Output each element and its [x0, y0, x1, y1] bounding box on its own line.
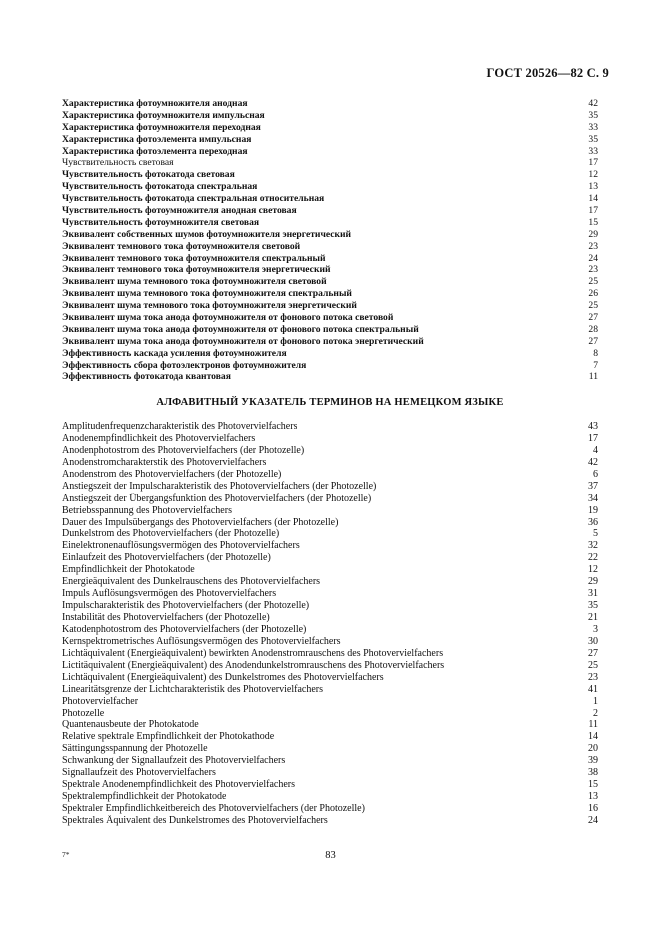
index-term: Dauer des Impulsübergangs des Photovervielfachers (der Photozelle): [62, 516, 339, 528]
index-page-ref: 14: [588, 731, 598, 743]
index-term: Dunkelstrom des Photovervielfachers (der Photozelle): [62, 528, 280, 540]
index-page-ref: 32: [588, 540, 598, 552]
index-entry: [62, 696, 598, 708]
index-page-ref: 23: [588, 240, 598, 252]
index-term: Katodenphotostrom des Photovervielfachers (der Photozelle): [62, 623, 307, 635]
index-entry: [62, 791, 598, 803]
index-term: Sättingungsspannung der Photozelle: [62, 743, 208, 755]
index-page-ref: 16: [588, 803, 598, 814]
index-entry: [62, 336, 598, 348]
index-term: Empfindlichkeit der Photokatode: [62, 564, 195, 576]
index-page-ref: 17: [588, 205, 598, 217]
index-entry: [62, 576, 598, 588]
index-entry: [62, 288, 598, 300]
index-entry: [62, 205, 598, 217]
index-entry: [62, 276, 598, 288]
index-page-ref: 36: [588, 516, 598, 528]
index-entry: [62, 98, 598, 110]
index-entry: [62, 421, 598, 433]
index-page-ref: 7: [593, 359, 598, 371]
index-entry: [62, 264, 598, 276]
index-page-ref: 31: [588, 588, 598, 600]
index-entry: [62, 708, 598, 720]
index-page-ref: 34: [588, 492, 598, 504]
index-term: Lictitäquivalent (Energieäquivalent) des Anodendunkelstromrauschens des Photovervielfachers: [62, 659, 445, 671]
index-page-ref: 2: [593, 707, 598, 719]
index-term: Signallaufzeit des Photovervielfachers: [62, 767, 216, 779]
index-entry: [62, 193, 598, 205]
index-term: Чувствительность фотокатода спектральная относительная: [62, 193, 325, 205]
index-term: Эквивалент шума темнового тока фотоумножителя энергетический: [62, 300, 357, 312]
index-page-ref: 20: [588, 743, 598, 755]
index-term: Anodenphotostrom des Photovervielfachers (der Photozelle): [62, 444, 305, 456]
index-term: Эквивалент темнового тока фотоумножителя световой: [62, 240, 301, 252]
index-term: Photovervielfacher: [62, 695, 139, 707]
index-page-ref: 17: [588, 157, 598, 169]
index-page-ref: 1: [593, 695, 598, 707]
index-page-ref: 41: [588, 683, 598, 695]
index-page-ref: 27: [588, 335, 598, 347]
index-term: Эквивалент шума темнового тока фотоумножителя световой: [62, 276, 327, 288]
index-page-ref: 27: [588, 647, 598, 659]
index-entry: [62, 505, 598, 517]
index-page-ref: 35: [588, 109, 598, 121]
index-term: Эффективность фотокатода квантовая: [62, 371, 231, 383]
index-term: Betriebsspannung des Photovervielfachers: [62, 504, 232, 516]
index-term: Relative spektrale Empfindlichkeit der Photokathode: [62, 731, 275, 743]
index-entry: [62, 348, 598, 360]
index-entry: [62, 564, 598, 576]
index-entry: [62, 588, 598, 600]
index-entry: [62, 457, 598, 469]
index-entry: [62, 493, 598, 505]
index-page-ref: 25: [588, 300, 598, 312]
index-page-ref: 28: [588, 323, 598, 335]
index-page-ref: 35: [588, 133, 598, 145]
index-page-ref: 4: [593, 444, 598, 456]
index-term: Quantenausbeute der Photokatode: [62, 719, 199, 731]
index-page-ref: 25: [588, 276, 598, 288]
index-page-ref: 30: [588, 635, 598, 647]
index-entry: [62, 600, 598, 612]
index-entry: [62, 528, 598, 540]
index-term: Spektralempfindlichkeit der Photokatode: [62, 791, 227, 803]
russian-term-index: [62, 98, 598, 383]
index-page-ref: 5: [593, 528, 598, 540]
index-page-ref: 24: [588, 252, 598, 264]
index-page-ref: 11: [588, 719, 598, 731]
index-entry: [62, 540, 598, 552]
index-term: Spektrale Anodenempfindlichkeit des Photovervielfachers: [62, 779, 295, 791]
index-entry: [62, 660, 598, 672]
german-index-title: АЛФАВИТНЫЙ УКАЗАТЕЛЬ ТЕРМИНОВ НА НЕМЕЦКОМ ЯЗЫКЕ: [156, 397, 504, 408]
index-page-ref: 13: [588, 791, 598, 803]
index-entry: [62, 517, 598, 529]
index-page-ref: 25: [588, 659, 598, 671]
index-term: Чувствительность фотокатода световая: [62, 169, 235, 181]
index-entry: [62, 672, 598, 684]
index-term: Spektraler Empfindlichkeitbereich des Photovervielfachers (der Photozelle): [62, 803, 365, 814]
index-term: Чувствительность световая: [62, 157, 174, 169]
index-page-ref: 19: [588, 504, 598, 516]
index-page-ref: 24: [588, 814, 598, 826]
index-term: Anodenempfindlichkeit des Photovervielfachers: [62, 432, 256, 444]
index-term: Photozelle: [62, 707, 105, 719]
index-term: Эффективность каскада усиления фотоумножителя: [62, 347, 287, 359]
index-entry: [62, 241, 598, 253]
index-entry: [62, 229, 598, 241]
index-entry: [62, 110, 598, 122]
index-term: Характеристика фотоумножителя импульсная: [62, 109, 265, 121]
index-term: Чувствительность фотокатода спектральная: [62, 181, 258, 193]
index-entry: [62, 169, 598, 181]
index-page-ref: 33: [588, 145, 598, 157]
index-entry: [62, 300, 598, 312]
index-entry: [62, 767, 598, 779]
index-term: Эквивалент шума тока анода фотоумножителя от фонового потока энергетический: [62, 335, 424, 347]
index-term: Amplitudenfrequenzcharakteristik des Photovervielfachers: [62, 421, 298, 432]
index-page-ref: 15: [588, 779, 598, 791]
index-term: Impulscharakteristik des Photovervielfachers (der Photozelle): [62, 600, 310, 612]
index-term: Эквивалент шума тока анода фотоумножителя от фонового потока световой: [62, 312, 394, 324]
index-page-ref: 23: [588, 671, 598, 683]
index-entry: [62, 684, 598, 696]
index-entry: [62, 624, 598, 636]
index-term: Характеристика фотоэлемента переходная: [62, 145, 248, 157]
index-page-ref: 6: [593, 468, 598, 480]
index-entry: [62, 433, 598, 445]
index-term: Kernspektrometrisches Auflösungsvermögen des Photovervielfachers: [62, 635, 341, 647]
index-term: Spektrales Äquivalent des Dunkelstromes des Photovervielfachers: [62, 814, 328, 826]
index-entry: [62, 803, 598, 815]
index-entry: [62, 552, 598, 564]
index-term: Lichtäquivalent (Energieäquivalent) bewirkten Anodenstromrauschens des Photovervielfachers: [62, 647, 444, 659]
index-page-ref: 42: [588, 456, 598, 468]
index-page-ref: 38: [588, 767, 598, 779]
index-page-ref: 3: [593, 623, 598, 635]
index-page-ref: 35: [588, 600, 598, 612]
index-term: Instabilität des Photovervielfachers (der Photozelle): [62, 612, 270, 623]
index-term: Характеристика фотоумножителя анодная: [62, 98, 248, 109]
index-page-ref: 39: [588, 755, 598, 767]
index-entry: [62, 134, 598, 146]
index-page-ref: 15: [588, 216, 598, 228]
index-entry: [62, 360, 598, 372]
index-term: Schwankung der Signallaufzeit des Photovervielfachers: [62, 755, 286, 767]
index-page-ref: 33: [588, 121, 598, 133]
index-entry: [62, 743, 598, 755]
index-term: Anodenstrom des Photovervielfachers (der Photozelle): [62, 468, 282, 480]
index-term: Чувствительность фотоумножителя анодная световая: [62, 205, 297, 217]
index-page-ref: 8: [593, 347, 598, 359]
index-entry: [62, 157, 598, 169]
index-entry: [62, 481, 598, 493]
index-page-ref: 42: [588, 98, 598, 109]
index-entry: [62, 445, 598, 457]
index-term: Эквивалент темнового тока фотоумножителя спектральный: [62, 252, 326, 264]
index-entry: [62, 312, 598, 324]
index-page-ref: 12: [588, 169, 598, 181]
index-term: Einelektronenauflösungsvermögen des Photovervielfachers: [62, 540, 300, 552]
index-term: Эквивалент шума темнового тока фотоумножителя спектральный: [62, 288, 352, 300]
index-term: Einlaufzeit des Photovervielfachers (der Photozelle): [62, 552, 271, 564]
page-header: ГОСТ 20526—82 С. 9: [486, 66, 609, 80]
index-term: Anstiegszeit der Übergangsfunktion des Photovervielfachers (der Photozelle): [62, 492, 372, 504]
index-term: Energieäquivalent des Dunkelrauschens des Photovervielfachers: [62, 576, 321, 588]
index-term: Эквивалент шума тока анода фотоумножителя от фонового потока спектральный: [62, 323, 419, 335]
index-term: Характеристика фотоумножителя переходная: [62, 121, 261, 133]
index-entry: [62, 636, 598, 648]
index-entry: [62, 217, 598, 229]
index-page-ref: 11: [588, 371, 598, 383]
index-term: Anodenstromcharakterstik des Photovervielfachers: [62, 456, 267, 468]
index-entry: [62, 324, 598, 336]
german-term-index: [62, 421, 598, 827]
index-page-ref: 21: [588, 612, 598, 623]
index-entry: [62, 146, 598, 158]
index-page-ref: 27: [588, 312, 598, 324]
index-page-ref: 12: [588, 564, 598, 576]
index-term: Linearitätsgrenze der Lichtcharakteristik des Photovervielfachers: [62, 683, 323, 695]
index-term: Эффективность сбора фотоэлектронов фотоумножителя: [62, 359, 307, 371]
index-term: Anstiegszeit der Impulscharakteristik des Photovervielfachers (der Photozelle): [62, 480, 377, 492]
index-page-ref: 17: [588, 432, 598, 444]
index-entry: [62, 122, 598, 134]
index-entry: [62, 719, 598, 731]
index-entry: [62, 779, 598, 791]
index-page-ref: 29: [588, 228, 598, 240]
index-entry: [62, 731, 598, 743]
index-term: Эквивалент собственных шумов фотоумножителя энергетический: [62, 228, 352, 240]
index-term: Чувствительность фотоумножителя световая: [62, 216, 260, 228]
index-entry: [62, 253, 598, 265]
index-term: Характеристика фотоэлемента импульсная: [62, 133, 252, 145]
index-entry: [62, 815, 598, 827]
index-entry: [62, 181, 598, 193]
index-entry: [62, 371, 598, 383]
page-number: 83: [325, 850, 336, 861]
index-page-ref: 22: [588, 552, 598, 564]
index-term: Эквивалент темнового тока фотоумножителя энергетический: [62, 264, 331, 276]
index-page-ref: 13: [588, 181, 598, 193]
index-page-ref: 14: [588, 193, 598, 205]
index-page-ref: 26: [588, 288, 598, 300]
index-entry: [62, 612, 598, 624]
index-page-ref: 23: [588, 264, 598, 276]
index-entry: [62, 755, 598, 767]
index-page-ref: 43: [588, 421, 598, 432]
index-page-ref: 29: [588, 576, 598, 588]
index-term: Impuls Auflösungsvermögen des Photovervielfachers: [62, 588, 277, 600]
index-term: Lichtäquivalent (Energieäquivalent) des Dunkelstromes des Photovervielfachers: [62, 671, 384, 683]
index-entry: [62, 469, 598, 481]
index-entry: [62, 648, 598, 660]
footer-mark: 7*: [62, 850, 70, 859]
index-page-ref: 37: [588, 480, 598, 492]
